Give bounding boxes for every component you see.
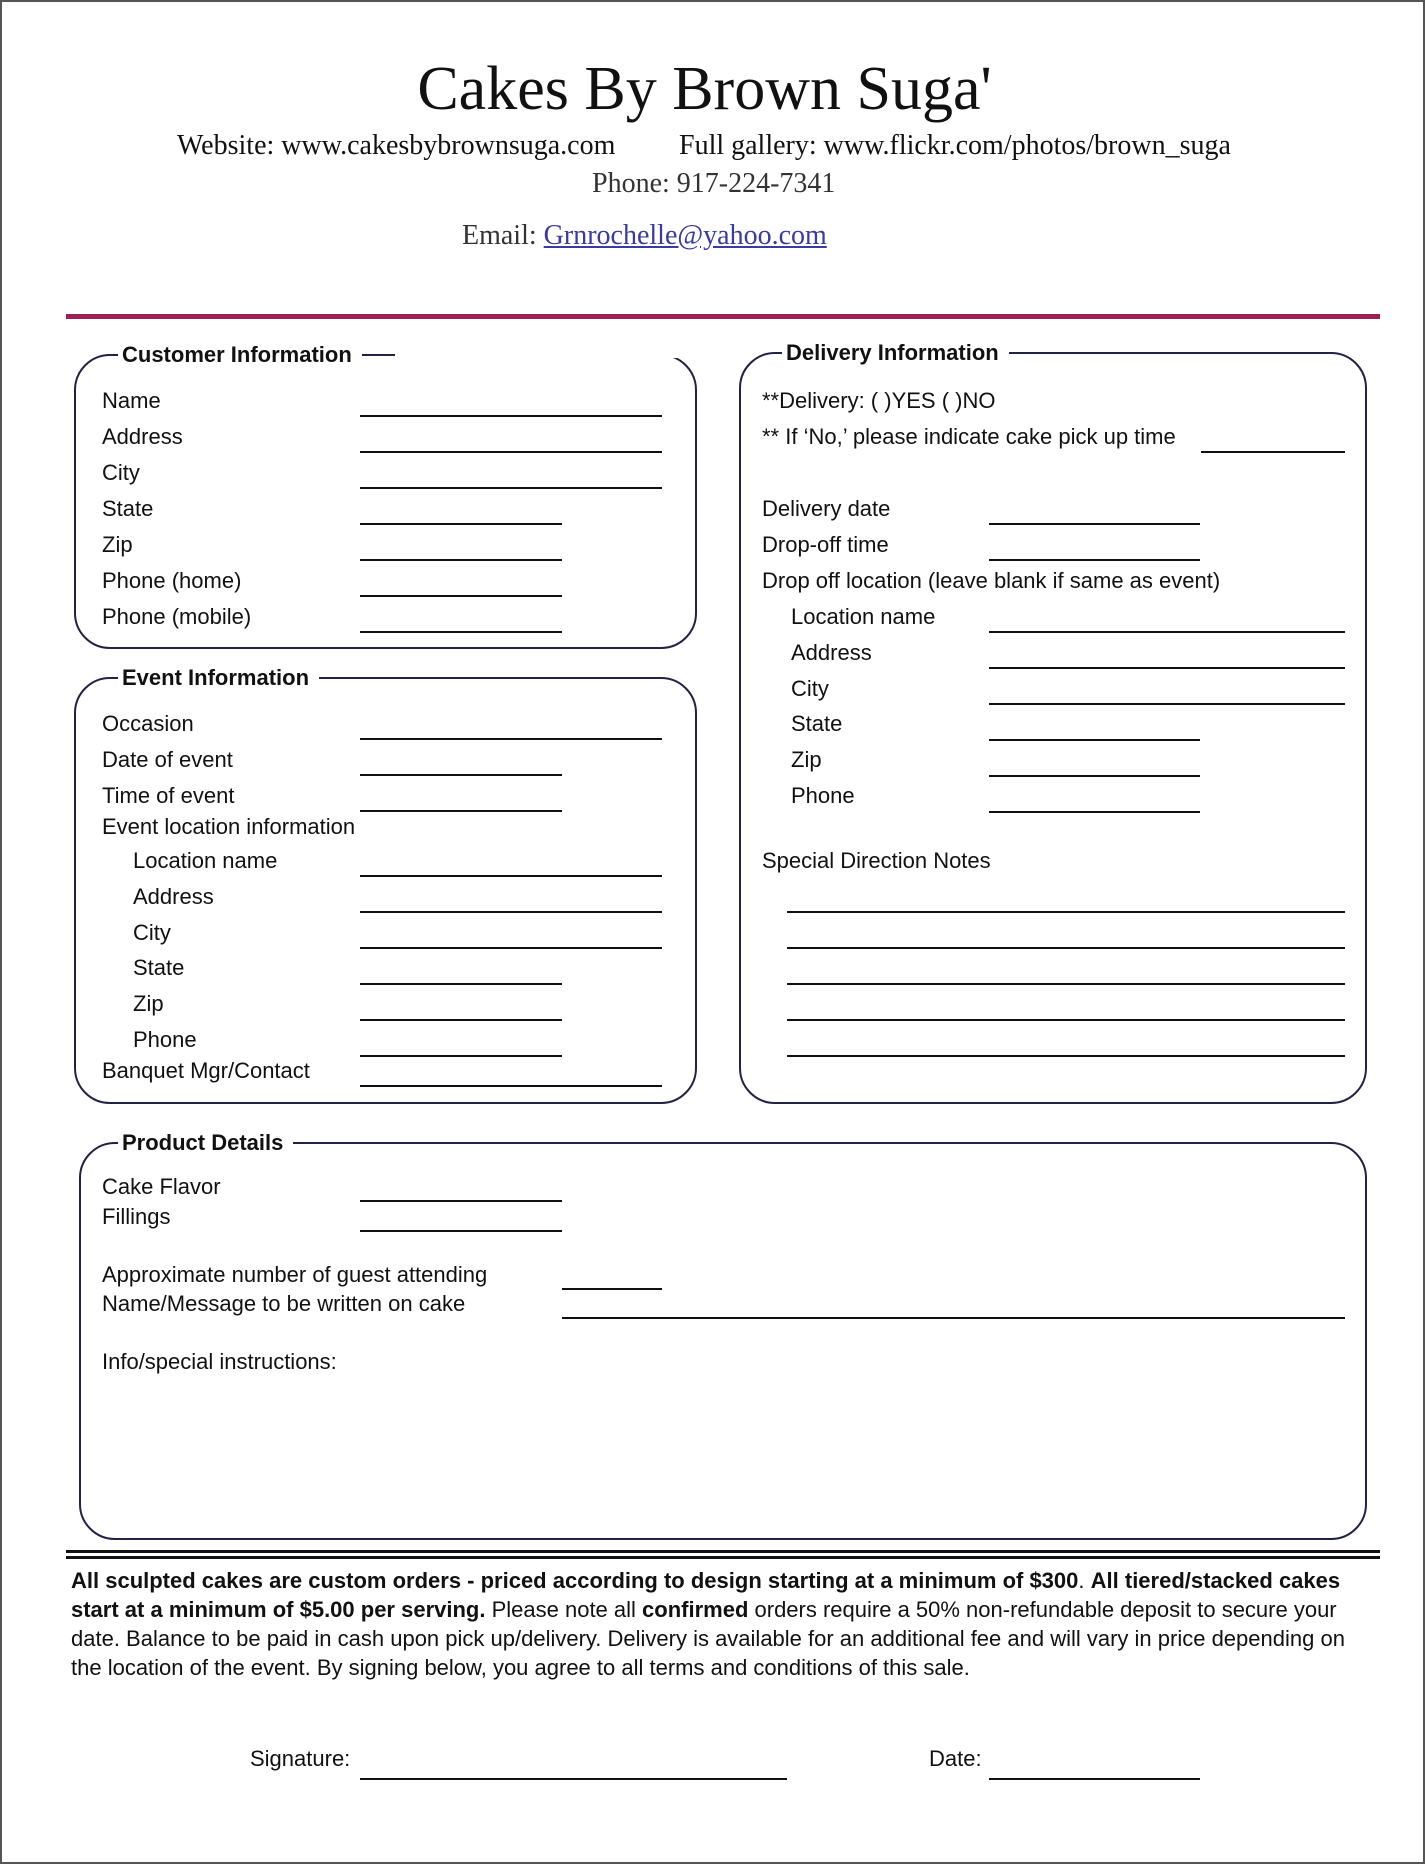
page-title: Cakes By Brown Suga': [417, 55, 992, 123]
special-direction-notes-label: Special Direction Notes: [762, 848, 991, 873]
terms-paragraph: [71, 1566, 1371, 1682]
product-details-legend: Product Details: [118, 1130, 293, 1156]
event-location-name-label: Location name: [133, 848, 278, 873]
notes-line-4[interactable]: [787, 1019, 1345, 1021]
dropoff-state-field[interactable]: [989, 739, 1200, 741]
gallery-url[interactable]: www.flickr.com/photos/brown_suga: [823, 130, 1231, 161]
pickup-time-field[interactable]: [1201, 451, 1345, 453]
website-label: Website:: [177, 130, 275, 161]
customer-city-label: City: [102, 460, 140, 485]
gallery-line: [679, 130, 1231, 162]
customer-name-label: Name: [102, 388, 161, 413]
special-instructions-label: Info/special instructions:: [102, 1349, 337, 1374]
notes-line-3[interactable]: [787, 983, 1345, 985]
event-occasion-field[interactable]: [360, 738, 662, 740]
dropoff-zip-label: Zip: [791, 747, 822, 772]
dropoff-phone-label: Phone: [791, 783, 855, 808]
signature-field[interactable]: [360, 1778, 787, 1780]
fillings-label: Fillings: [102, 1204, 171, 1229]
dropoff-phone-field[interactable]: [989, 811, 1200, 813]
notes-line-1[interactable]: [787, 911, 1345, 913]
email-label: Email:: [462, 220, 537, 251]
delivery-yes-no[interactable]: **Delivery: ( )YES ( )NO: [762, 388, 996, 413]
phone-line: [592, 168, 835, 200]
event-phone-label: Phone: [133, 1027, 197, 1052]
header-divider: [66, 314, 1380, 319]
dropoff-address-field[interactable]: [989, 667, 1345, 669]
customer-name-field[interactable]: [360, 415, 662, 417]
phone-number: 917-224-7341: [676, 168, 836, 199]
event-info-legend: Event Information: [118, 665, 319, 691]
customer-zip-field[interactable]: [360, 559, 562, 561]
customer-info-legend: Customer Information: [118, 342, 362, 368]
cake-flavor-field[interactable]: [360, 1200, 562, 1202]
event-time-field[interactable]: [360, 810, 562, 812]
terms-text-2: Please note all: [485, 1597, 643, 1622]
dropoff-state-label: State: [791, 711, 843, 736]
guest-count-field[interactable]: [562, 1288, 662, 1290]
terms-text-1: .: [1078, 1568, 1091, 1593]
customer-zip-label: Zip: [102, 532, 133, 557]
event-date-field[interactable]: [360, 774, 562, 776]
guest-count-label: Approximate number of guest attending: [102, 1262, 488, 1287]
cake-flavor-label: Cake Flavor: [102, 1174, 221, 1199]
terms-bold-1: All sculpted cakes are custom orders - priced according to design starting at a minimum of $300: [71, 1568, 1079, 1593]
dropoff-city-label: City: [791, 676, 829, 701]
dropoff-zip-field[interactable]: [989, 775, 1200, 777]
event-city-field[interactable]: [360, 947, 662, 949]
product-details-box: [79, 1142, 1367, 1540]
dropoff-time-field[interactable]: [989, 559, 1200, 561]
date-label: Date:: [929, 1746, 982, 1771]
customer-address-field[interactable]: [360, 451, 662, 453]
notes-line-2[interactable]: [787, 947, 1345, 949]
signature-label: Signature:: [250, 1746, 351, 1771]
delivery-date-field[interactable]: [989, 523, 1200, 525]
notes-line-5[interactable]: [787, 1055, 1345, 1057]
dropoff-location-name-field[interactable]: [989, 631, 1345, 633]
delivery-info-legend: Delivery Information: [782, 340, 1009, 366]
customer-state-field[interactable]: [360, 523, 562, 525]
event-state-field[interactable]: [360, 983, 562, 985]
pickup-time-label: ** If ‘No,’ please indicate cake pick up time: [762, 424, 1176, 449]
dropoff-location-name-label: Location name: [791, 604, 936, 629]
website-line: [177, 130, 615, 162]
customer-phone-home-label: Phone (home): [102, 568, 242, 593]
website-url[interactable]: www.cakesbybrownsuga.com: [281, 130, 616, 161]
terms-text-3: orders require a 50% non-refundable deposit to secure your date. Balance to be paid in cash upon pick up/delivery. Delivery is available for an additional fee and will vary in price depending on the location of the event. By signing below, you agree to all terms and conditions of this sale.: [71, 1597, 1345, 1680]
customer-phone-home-field[interactable]: [360, 595, 562, 597]
event-date-label: Date of event: [102, 747, 233, 772]
event-zip-label: Zip: [133, 991, 164, 1016]
event-phone-field[interactable]: [360, 1055, 562, 1057]
email-line: [462, 220, 827, 252]
dropoff-address-label: Address: [791, 640, 872, 665]
fillings-field[interactable]: [360, 1230, 562, 1232]
event-occasion-label: Occasion: [102, 711, 194, 736]
phone-label: Phone:: [592, 168, 670, 199]
event-zip-field[interactable]: [360, 1019, 562, 1021]
customer-state-label: State: [102, 496, 154, 521]
cake-message-field[interactable]: [562, 1317, 1345, 1319]
terms-bold-3: confirmed: [642, 1597, 749, 1622]
customer-city-field[interactable]: [360, 487, 662, 489]
date-field[interactable]: [989, 1778, 1200, 1780]
cake-message-label: Name/Message to be written on cake: [102, 1291, 466, 1316]
event-city-label: City: [133, 920, 171, 945]
dropoff-location-heading: Drop off location (leave blank if same as event): [762, 568, 1221, 593]
customer-phone-mobile-label: Phone (mobile): [102, 604, 252, 629]
banquet-contact-label: Banquet Mgr/Contact: [102, 1058, 310, 1083]
event-state-label: State: [133, 955, 185, 980]
gallery-label: Full gallery:: [679, 130, 817, 161]
delivery-date-label: Delivery date: [762, 496, 891, 521]
dropoff-city-field[interactable]: [989, 703, 1345, 705]
event-address-label: Address: [133, 884, 214, 909]
event-location-name-field[interactable]: [360, 875, 662, 877]
event-location-heading: Event location information: [102, 814, 356, 839]
terms-divider: [66, 1550, 1380, 1559]
terms-bold-2: All tiered/stacked cakes start at a minimum of $5.00 per serving.: [71, 1568, 1341, 1622]
event-address-field[interactable]: [360, 911, 662, 913]
customer-phone-mobile-field[interactable]: [360, 631, 562, 633]
banquet-contact-field[interactable]: [360, 1085, 662, 1087]
email-link[interactable]: Grnrochelle@yahoo.com: [543, 220, 827, 251]
dropoff-time-label: Drop-off time: [762, 532, 889, 557]
customer-address-label: Address: [102, 424, 183, 449]
event-time-label: Time of event: [102, 783, 235, 808]
